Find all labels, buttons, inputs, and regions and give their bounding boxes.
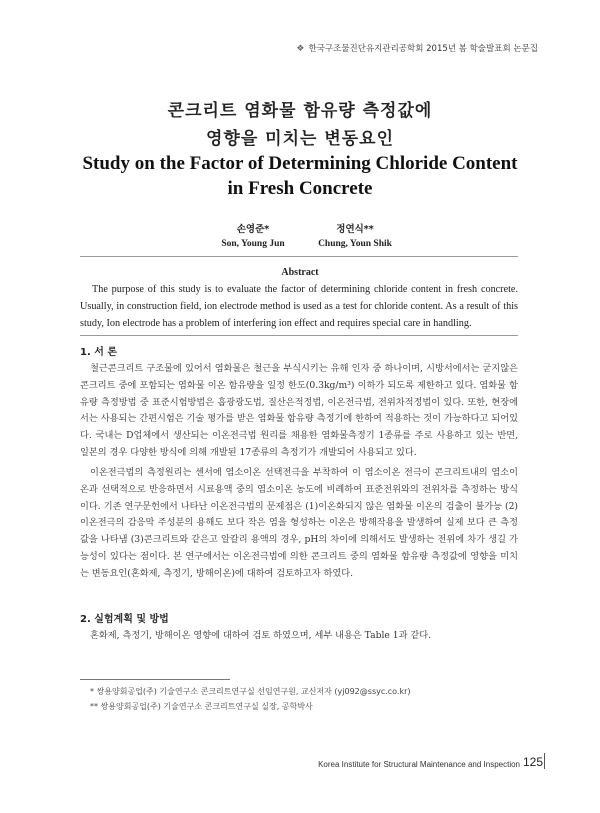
korean-title-line-1: 콘크리트 염화물 함유량 측정값에 — [167, 101, 433, 121]
abstract-text: The purpose of this study is to evaluate the factor of determining chloride content in fresh concrete. Usually, in construction field, ion electrode method is used as a test for chloride content. As a result of this study, Ion electrode has a problem of interfering ion effect and requires special care in handling. — [80, 284, 518, 329]
english-title-line-2: in Fresh Concrete — [227, 178, 373, 199]
footer-institute: Korea Institute for Structural Maintenance and Inspection — [318, 760, 520, 769]
section-1-paragraph-2: 이온전극법의 측정원리는 센서에 염소이온 선택전극을 부착하여 이 염소이온 전극이 콘크리트내의 염소이온과 선택적으로 반응하면서 시료용액 중의 염소이온 농도에 비례하여 표준전위와의 전위차를 측정하는 방식이다. 기존 연구문헌에서 나타난 이온전극법의 문제점은 (1)이온화되지 않은 염화물 이온의 검출이 불가능 (2)이온전극의 감응막 주성분의 용해도 보다 작은 염을 형성하는 이온은 방해작용을 발생하여 실제 보다 큰 측정값을 나타냄 (3)콘크리트와 같은고 알칼리 용액의 경우, pH의 차이에 의해서도 발생하는 전위에 차가 생길 가능성이 있다는 점이다. 본 연구에서는 이온전극법에 의한 콘크리트 중의 염화물 함유량 측정값에 영향을 미치는 변동요인(혼화제, 측정기, 방해이온)에 대하여 검토하고자 하였다. — [80, 467, 518, 579]
section-2-paragraph-1: 혼화제, 측정기, 방해이온 영향에 대하여 검토 하였으며, 세부 내용은 Table 1과 같다. — [90, 630, 432, 641]
page-number: 125 — [523, 755, 544, 769]
divider-top — [80, 256, 518, 257]
abstract-heading: Abstract — [281, 267, 319, 278]
author-2-english-name: Chung, Youn Shik — [318, 239, 392, 249]
author-1-korean-name: 손영준* — [236, 224, 270, 235]
author-2-korean-name: 정연식** — [336, 224, 374, 235]
divider-bottom — [80, 335, 518, 336]
author-1-english-name: Son, Young Jun — [221, 239, 285, 249]
footnote-2: ** 쌍용양회공업(주) 기술연구소 콘크리트연구실 실장, 공학박사 — [90, 702, 313, 711]
korean-title-line-2: 영향을 미치는 변동요인 — [205, 129, 395, 149]
english-title-line-1: Study on the Factor of Determining Chloride Content — [82, 153, 518, 174]
section-1-paragraph-1: 철근콘크리트 구조물에 있어서 염화물은 철근을 부식시키는 유해 인자 중 하나이며, 시방서에서는 굳지않은 콘크리트 중에 포함되는 염화물 이온 함유량을 일정 한도(0.3kg/m³) 이하가 되도록 제한하고 있다. 염화물 함유량 측정방법 중 표준시험방법은 흡광광도법, 질산은적정법, 이온전극법, 전위차적정법이 있다. 또한, 현장에서는 사용되는 간편시험은 기술 평가를 받은 염화물 함유량 측정기에 한하여 적용하는 것이 가능하다고 되어있다. 국내는 D업체에서 생산되는 이온전극법 원리를 채용한 염화물측정기 1종류를 주로 사용하고 있는 반면, 일본의 경우 다양한 방식에 의해 개발된 17종류의 측정기가 개발되어 사용되고 있다. — [80, 363, 518, 458]
section-1-heading: 1. 서 론 — [80, 347, 118, 358]
journal-name: 한국구조물진단유지관리공학회 2015년 봄 학술발표회 논문집 — [308, 44, 538, 54]
page-number-bar — [544, 753, 545, 769]
section-2-heading: 2. 실험계획 및 방법 — [80, 614, 169, 625]
footnote-rule — [80, 679, 230, 680]
header-bullet-icon: ❖ — [296, 44, 305, 54]
author-2 — [310, 221, 400, 249]
running-header — [296, 42, 538, 54]
author-1 — [208, 221, 298, 249]
footnote-1: * 쌍용양회공업(주) 기술연구소 콘크리트연구실 선임연구원, 교신저자 (yj092@ssyc.co.kr) — [90, 687, 411, 696]
